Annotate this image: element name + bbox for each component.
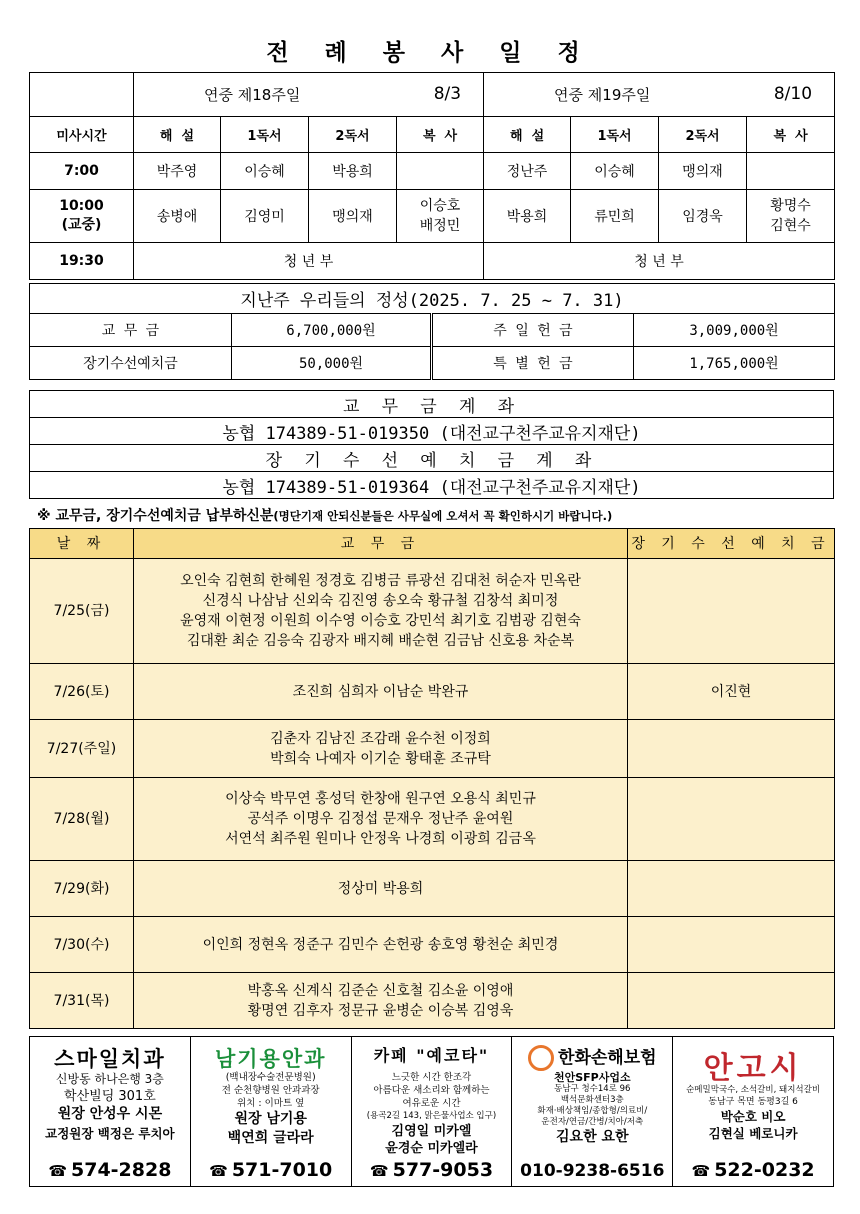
ad-line: 화재·배상책임/종합형/의료비/ [537,1106,648,1116]
ad-owner: 교정원장 백정은 루치아 [45,1126,175,1141]
account-title: 교 무 금 계 좌 [30,391,834,418]
offering-title: 지난주 우리들의 정성(2025. 7. 25 ~ 7. 31) [30,284,835,314]
phone-icon: ☎ [691,1162,711,1180]
schedule-cell: 맹의재 [309,190,397,243]
ad-line: 학산빌딩 301호 [64,1089,156,1104]
account-table [29,390,834,499]
ad-smile-dental [30,1037,191,1186]
ad-line: 백석문화센터3층 [560,1095,624,1105]
week-label: 연중 제18주일 [204,86,301,104]
column-header: 복 사 [397,117,484,153]
offering-value: 3,009,000원 [634,314,835,347]
donation-names: 조진희 심희자 이남순 박완규 [134,664,628,720]
week-label: 연중 제19주일 [554,86,651,104]
ad-name: 남기용안과 [214,1047,327,1071]
donation-date: 7/25(금) [30,559,134,664]
schedule-cell: 이승호 배정민 [397,190,484,243]
column-header: 2독서 [659,117,747,153]
youth-group-cell: 청 년 부 [134,243,484,280]
week-header-1 [134,73,484,117]
column-header: 복 사 [747,117,835,153]
ad-phone: ☎ 577-9053 [369,1159,494,1181]
ad-line: 신방동 하나은행 3층 [55,1072,164,1086]
mass-time: 19:30 [30,243,134,280]
offering-value: 50,000원 [232,347,432,380]
column-header: 날 짜 [30,529,134,559]
ad-line: 순메밀막국수, 소석갈비, 돼지석갈비 [686,1085,821,1095]
donation-date: 7/28(월) [30,778,134,861]
ad-owner: 김요한 요한 [556,1129,629,1145]
ad-name: 카페 "예코타" [373,1046,490,1065]
account-number: 농협 174389-51-019364 (대전교구천주교유지재단) [30,472,834,499]
repair-names [628,778,835,861]
phone-icon: ☎ [209,1162,228,1180]
donation-date: 7/29(화) [30,861,134,917]
ad-line: 천안SFP사업소 [553,1071,631,1084]
ad-owner: 김영일 미카엘 [391,1124,472,1139]
donation-table [29,528,835,1029]
liturgy-schedule-table [29,72,835,280]
ad-owner: 김현실 베로니카 [708,1126,798,1141]
ad-line: 위치 : 이마트 옆 [237,1098,305,1109]
donation-names: 이인희 정현옥 정준구 김민수 손헌광 송호영 황천순 최민경 [134,917,628,973]
week-date: 8/10 [773,84,813,104]
schedule-cell: 황명수 김현수 [747,190,835,243]
donation-names: 김춘자 김남진 조감래 윤수천 이정희 박희숙 나예자 이기순 황태훈 조규탁 [134,720,628,778]
sponsor-ads [29,1036,834,1187]
ad-nam-eye-clinic [191,1037,352,1186]
schedule-cell: 박용희 [484,190,571,243]
schedule-cell: 이승혜 [221,153,309,190]
donor-notice: ※ 교무금, 장기수선예치금 납부하신분(명단기재 안되신분들은 사무실에 오셔서 꼭 확인하시기 바랍니다.) [37,508,613,524]
ad-owner: 박순호 비오 [720,1109,786,1124]
ad-line: 여유로운 시간 [402,1098,461,1109]
column-header: 2독서 [309,117,397,153]
column-header: 해 설 [484,117,571,153]
ad-phone: ☎ 522-0232 [691,1159,815,1181]
column-header: 교 무 금 [134,529,628,559]
ad-line: 아름다운 새소리와 함께하는 [373,1085,490,1096]
ad-phone: ☎ 574-2828 [48,1159,172,1181]
schedule-cell: 맹의재 [659,153,747,190]
donation-date: 7/31(목) [30,973,134,1029]
donation-names: 오인숙 김현희 한혜원 정경호 김병금 류광선 김대천 허순자 민옥란 신경식 나삼남 신외숙 김진영 송오숙 황규철 김창석 최미정 윤영재 이현정 이원희 이수영 이승호 강민석 최기호 김범광 김현숙 김대환 최순 김응숙 김광자 배지혜 배순현 김금남 신호용 차순복 [134,559,628,664]
repair-names [628,559,835,664]
repair-names [628,917,835,973]
donation-names: 박홍옥 신계식 김준순 신호철 김소윤 이영애 황명연 김후자 정문규 윤병순 이승복 김영욱 [134,973,628,1029]
phone-icon: ☎ [369,1162,389,1180]
offering-label: 특 별 헌 금 [432,347,634,380]
column-header: 1독서 [571,117,659,153]
offering-label: 주 일 헌 금 [432,314,634,347]
column-header: 1독서 [221,117,309,153]
ad-line: 전 순천향병원 안과과장 [221,1085,320,1096]
schedule-cell: 박용희 [309,153,397,190]
ad-cafe-yekota [352,1037,513,1186]
page-title: 전 례 봉 사 일 정 [266,40,594,66]
schedule-cell: 김영미 [221,190,309,243]
ad-line: (용곡2길 143, 맑은물사업소 입구) [366,1111,497,1121]
schedule-cell [397,153,484,190]
offering-label: 장기수선예치금 [30,347,232,380]
mass-time: 7:00 [30,153,134,190]
column-header: 미사시간 [30,117,134,153]
repair-names [628,861,835,917]
donation-date: 7/30(수) [30,917,134,973]
repair-names [628,973,835,1029]
week-header-2 [484,73,835,117]
ad-name: 안고시 [703,1051,803,1086]
donation-names: 정상미 박용희 [134,861,628,917]
schedule-cell: 임경욱 [659,190,747,243]
hanwha-logo-icon [528,1045,554,1071]
ad-angosi-restaurant [673,1037,833,1186]
ad-line: 느긋한 시간 한조각 [391,1072,472,1083]
week-date: 8/3 [433,84,462,104]
schedule-cell: 정난주 [484,153,571,190]
repair-names [628,720,835,778]
corner-cell [30,73,134,117]
ad-owner: 윤경순 미카엘라 [385,1141,478,1156]
ad-line: 동남구 청수14로 96 [554,1084,631,1094]
ad-owner: 백연희 글라라 [227,1130,314,1146]
ad-hanwha-insurance [512,1037,673,1186]
ad-owner: 원장 안성우 시몬 [57,1106,163,1122]
offering-value: 1,765,000원 [634,347,835,380]
ad-phone: 010-9238-6516 [520,1161,665,1181]
ad-line: 운전자/연금/간병/치아/저축 [541,1117,644,1127]
schedule-cell: 이승혜 [571,153,659,190]
schedule-cell: 박주영 [134,153,221,190]
account-title: 장 기 수 선 예 치 금 계 좌 [30,445,834,472]
donation-date: 7/26(토) [30,664,134,720]
donation-names: 이상숙 박무연 홍성덕 한창애 원구연 오용식 최민규 공석주 이명우 김정섭 문재우 정난주 윤여원 서연석 최주원 원미나 안정욱 나경희 이광희 김금옥 [134,778,628,861]
ad-line: (백내장수술전문병원) [225,1072,316,1083]
column-header: 장 기 수 선 예 치 금 [628,529,835,559]
donation-date: 7/27(주일) [30,720,134,778]
mass-time: 10:00 (교중) [30,190,134,243]
ad-phone: ☎ 571-7010 [209,1159,333,1181]
ad-line: 동남구 목면 동평3길 6 [708,1097,798,1107]
column-header: 해 설 [134,117,221,153]
ad-owner: 원장 남기용 [234,1111,307,1127]
offering-label: 교 무 금 [30,314,232,347]
ad-name: 스마일치과 [54,1047,166,1071]
schedule-cell [747,153,835,190]
ad-name: 한화손해보험 [512,1043,672,1071]
schedule-cell: 송병애 [134,190,221,243]
youth-group-cell: 청 년 부 [484,243,835,280]
schedule-cell: 류민희 [571,190,659,243]
offering-value: 6,700,000원 [232,314,432,347]
repair-names: 이진현 [628,664,835,720]
phone-icon: ☎ [48,1162,68,1180]
account-number: 농협 174389-51-019350 (대전교구천주교유지재단) [30,418,834,445]
offering-table [29,283,835,380]
